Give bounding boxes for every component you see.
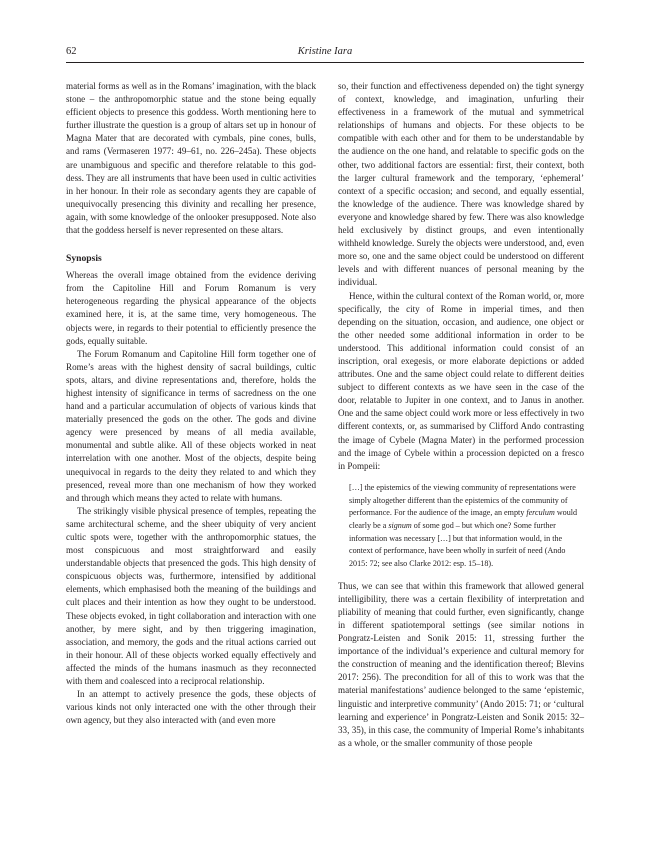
right-column [338,80,584,750]
quote-italic-term: ferculum [526,508,555,518]
paragraph: In an attempt to actively presence the gods, these objects of various kinds not only interacted one with the other through their own agency, but they also interacted with (and even more [66,689,316,726]
running-header [66,46,584,60]
page-number: 62 [66,46,77,57]
quote-italic-term: signum [388,520,412,530]
paragraph-continued: so, their function and effectiveness depended on) the tight synergy of context, knowledge, and imagination, unfurling their effectiveness in a framework of the mutual and symmetrical relationships of humans and objects. For these objects to be compatible with each other and for them to be understandable by the audience on the one hand, and relatable to specific gods on the other, two additional factors are essential: first, their context, both the larger cultural framework and the temporary, ‘ephemeral’ context of a specific occasion; and second, and equally essential, the knowledge of the audience. There was knowledge shared by everyone and knowledge shared by few. There was also knowledge held exclusively by distinct groups, and even intentionally withheld knowledge. Surely the objects were understood, and, even more so, one and the same object could be understood on different levels and with different nuances of personal meaning by the individual. [338,81,584,288]
paragraph: The Forum Romanum and Capitoline Hill form together one of Rome’s areas with the highest density of sacral buildings, cultic spots, altars, and divine representations and, therefore, holds the highest intensity of significance in terms of sacredness on the one hand and a particular accumulation of objects of various kinds that materially presenced the gods on the other. The gods and divine agency were presenced by means of all media available, monumental and subtle alike. All of these objects worked in neat interrelation with one another. Most of the objects, despite being unequivocal in regards to the deity they related to and which they presenced, reveal more than one mechanism of how they worked and through which means they acted to relate with humans. [66,348,316,503]
header-rule [66,62,584,63]
quote-segment: of some god – but which one? Some further information was necessary […] but that information would, in the context of performance, have been wholly in surfeit of need (Ando 2015: 72; see also Clarke 2012: esp. 15–18). [349,520,566,569]
quote-segment: […] the epistemics of the viewing community of representations were simply altogether different than the epistemics of the community of performance. For the audience of the image, an empty [349,482,576,518]
block-quote-text [349,482,584,571]
block-quote [349,482,584,571]
running-head-author: Kristine Iara [297,46,353,57]
paragraph: Thus, we can see that within this framework that allowed general intelligibility, there was a certain flexibility of interpretation and pliability of meaning that could further, even significantly, change in different spatiotemporal settings (see similar notions in Pongratz-Leisten and Sonik 2015: 11, stressing further the importance of the individual’s experience and cultural memory for the construction of meaning and the identification thereof; Blevins 2017: 256). The precondition for all of this to work was that the material manifestations’ audience belonged to the same ‘epistemic, linguistic and interpretive community’ (Ando 2015: 71; or ‘cultural learning and experience’ in Pongratz-Leisten and Sonik 2015: 32–33, 35), in this case, the community of Imperial Rome’s inhabitants as a whole, or the smaller community of those people [338,580,584,748]
paragraph: Hence, within the cultural context of the Roman world, or, more specifically, the city of Rome in imperial times, and then depending on the situation, occasion, and audience, one object or the other needed some additional information in order to be understood. This additional information could consist of an inscription, oral exegesis, or more elaborate depictions or added attributes. One and the same object could relate to different deities subject to different contexts as we have seen in the case of the door, relatable to Jupiter in one context, and to Janus in another. One and the same object could work more or less effectively in two different contexts, or, as summarised by Clifford Ando contrasting the image of Cybele (Magna Mater) in the performed procession and the image of Cybele within a procession depicted on a fresco in Pompeii: [338,290,584,471]
paragraph: The strikingly visible physical presence of temples, repeating the same architectural scheme, and the sheer ubiquity of very ancient cultic spots were, together with the anthropomorphic statues, the most conspicuous and most straightforward and easily understandable objects that presenced the gods. This high density of conspicuous objects was, furthermore, intensified by additional elements, which emphasised both the meaning of the buildings and cult places and their intention as how they ought to be understood. These objects evoked, in tight collaboration and interaction with one another, by mere sight, and by then triggering imagination, association, and memory, the gods and the ritual actions carried out in their honour. All of these objects worked equally effectively and affected the minds of the humans inasmuch as they reconnected with them and coalesced into a reciprocal relationship. [66,505,316,687]
quote-segment: would clearly be a [349,508,578,530]
left-column [66,80,316,727]
paragraph-continued: material forms as well as in the Romans’ imagination, with the black stone – the anthropomorphic statue and the stone being equally efficient objects to presence this goddess. Worth mentioning here to further illustrate the question is a group of altars set up in honour of Magna Mater that are decorated with cymbals, pine cones, bulls, and rams (Vermaseren 1977: 49–61, no. 226–245a). These objects are unambiguous and specific and therefore relatable to this goddess. They are all instruments that have been used in cultic activities in her honour. In their role as secondary agents they are capable of unequivocally presencing this divinity and recalling her presence, again, with some knowledge of the onlooker presupposed. Note also that the goddess herself is never represented on these altars. [66,81,316,236]
paragraph: Whereas the overall image obtained from the evidence deriving from the Capitoline Hill and Forum Romanum is very heterogeneous regarding the physical appearance of the objects examined here, it is, at the same time, very homogeneous. The objects were, in regards to their potential to efficiently presence the gods, equally suitable. [66,270,316,346]
section-heading-synopsis: Synopsis [66,253,102,265]
